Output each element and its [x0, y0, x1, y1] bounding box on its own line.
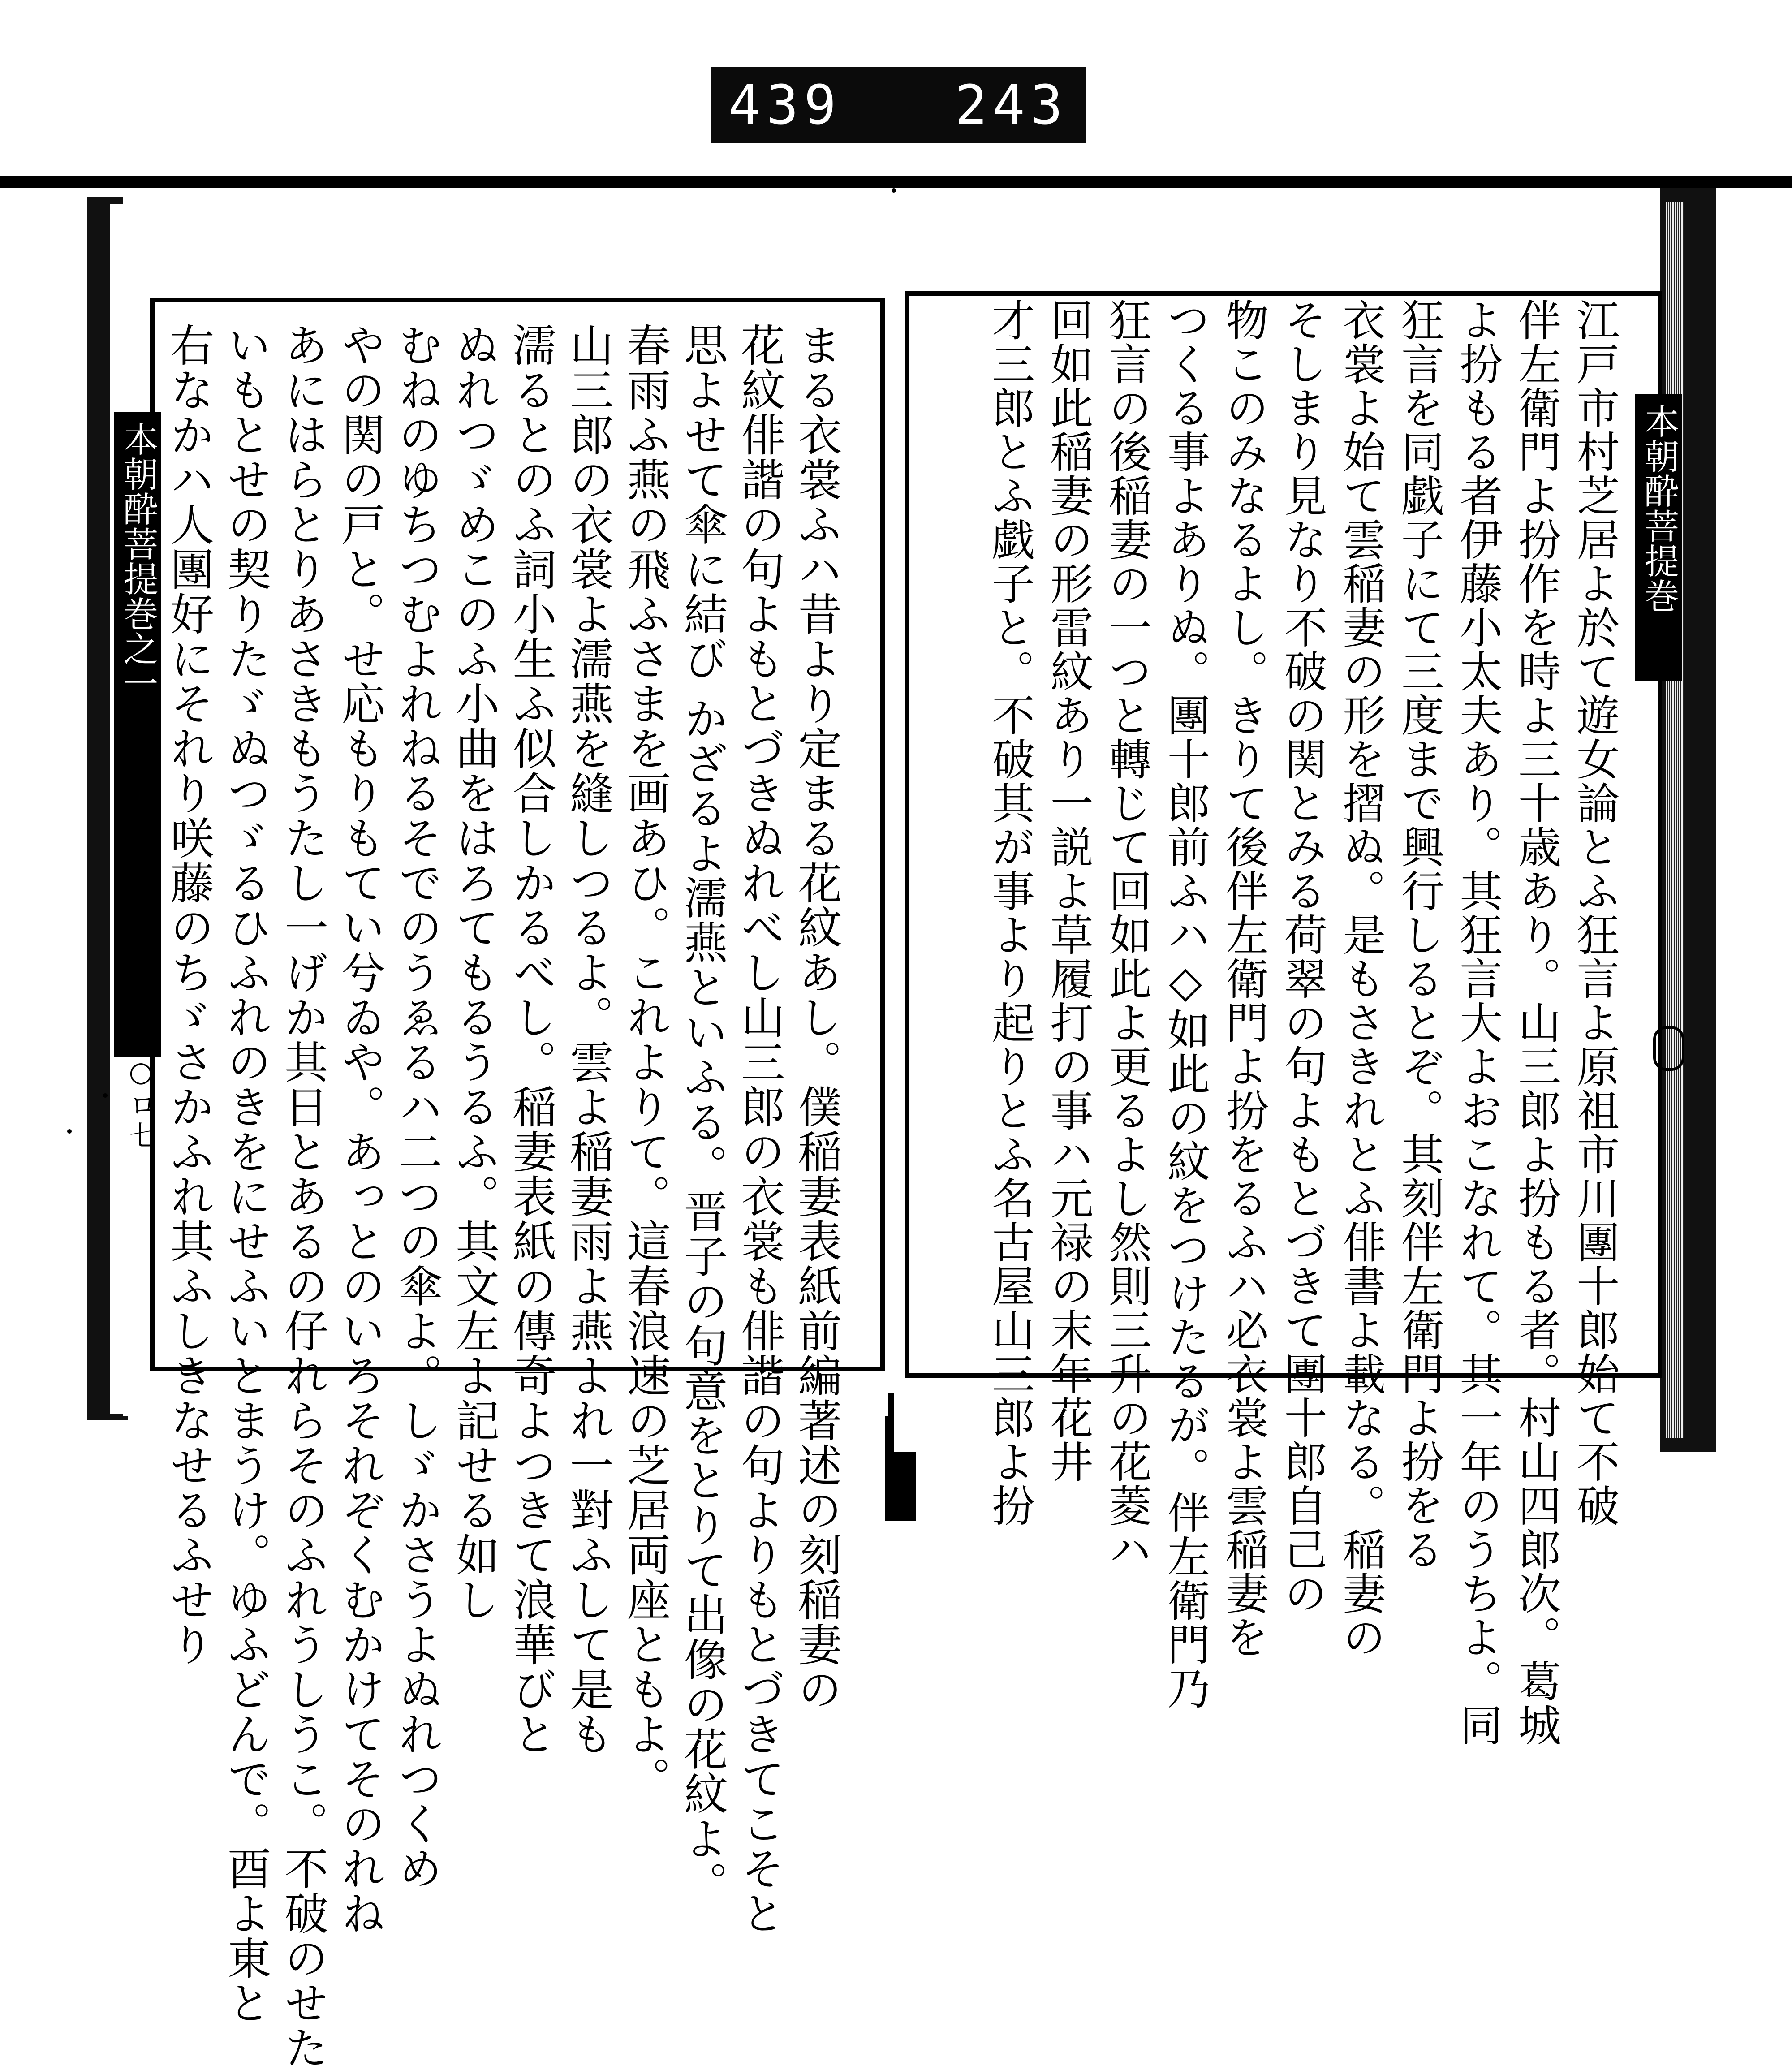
left-page-running-title	[114, 412, 161, 1057]
text-column: 物このみなるよし。きりて後伴左衛門よ扮をるふハ必衣裳よ雲稲妻を	[1219, 298, 1269, 1659]
text-column: 才三郎とふ戯子と。不破其が事より起りとふ名古屋山三郎よ扮	[985, 298, 1035, 1527]
text-column: いもとせの契りたゞぬつゞるひふれのきをにせふいとまうけ。ゆふどんで。酉よ東と	[220, 323, 271, 2025]
text-column: 濡るとのふ詞小生ふ似合しかるべし。稲妻表紙の傳奇よつきて浪華びと	[505, 323, 557, 1756]
text-column: よ扮もる者伊藤小太夫あり。其狂言大よおこなれて。其一年のうちよ。同	[1452, 298, 1503, 1747]
accession-number-label	[711, 67, 1086, 143]
text-column: まる衣裳ふハ昔より定まる花紋あし。僕稲妻表紙前編著述の刻稲妻の	[791, 323, 842, 1712]
text-column: 衣裳よ始て雲稲妻の形を摺ぬ。是もさきれとふ俳書よ載なる。稲妻の	[1335, 298, 1386, 1659]
right-folio-mark	[1653, 1026, 1684, 1071]
text-column: つくる事よありぬ。團十郎前ふハ◇如此の紋をつけたるが。伴左衛門乃	[1160, 298, 1211, 1710]
text-column: そしまり見なり不破の関とみる荷翠の句よもとづきて團十郎自己の	[1277, 298, 1328, 1615]
text-column: あにはらとりあさきもうたし一げか其日とあるの仔れらそのふれうしうこ。不破のせた	[277, 323, 328, 2070]
text-column: 花紋俳諧の句よもとづきぬれべし山三郎の衣裳も俳諧の句よりもとづきてこそと	[733, 323, 785, 1936]
right-page-body-text	[939, 298, 1624, 1747]
text-column: 春雨ふ燕の飛ふさまを画あひ。これよりて。這春浪速の芝居両座ともよ。	[619, 323, 671, 1801]
book-page-stack	[1666, 202, 1684, 1438]
text-column: 狂言の後稲妻の一つと轉じて回如此よ更るよし然則三升の花菱ハ	[1102, 298, 1152, 1571]
text-column: 江戸市村芝居よ於て遊女論とふ狂言よ原祖市川團十郎始て不破	[1570, 298, 1620, 1527]
text-column: むねのゆちつむよれねるそでのうゑるハ二つの傘よ。しゞかさうよぬれつくめ	[391, 323, 443, 1891]
right-page-running-title	[1635, 394, 1682, 681]
text-column: 思よせて傘に結び かざるよ濡燕といふる。晋子の句意をとりて出像の花紋よ。	[676, 323, 728, 1906]
accession-number-left: 439	[728, 74, 842, 137]
accession-number-right: 243	[955, 74, 1068, 137]
folio-circle-mark	[117, 1017, 150, 1049]
left-page-body-text	[163, 323, 844, 2070]
text-column: 山三郎の衣裳よ濡燕を縫しつるよ。雲よ稲妻雨よ燕よれ一對ふして是も	[562, 323, 614, 1756]
scan-speck	[103, 1093, 108, 1098]
scan-speck	[67, 1129, 72, 1134]
text-column: 回如此稲妻の形雷紋あり一説よ草履打の事ハ元禄の末年花井	[1043, 298, 1094, 1484]
scan-speck	[892, 188, 896, 193]
page-folio: ○ロ七	[125, 1055, 157, 1151]
text-column: 伴左衛門よ扮作を時よ三十歳あり。山三郎よ扮もる者。村山四郎次。葛城	[1511, 298, 1562, 1747]
text-column: 右なかハ人團好にそれり咲藤のちゞさかふれ其ふしきなせるふせり	[163, 323, 214, 1667]
right-running-title-text: 本朝酔菩提巻	[1638, 403, 1679, 613]
text-column: 狂言を同戯子にて三度まで興行しるとぞ。其刻伴左衛門よ扮をる	[1394, 298, 1445, 1571]
text-column: やの関の戸と。せ応もりもてい兮ゐや。あっとのいろそれぞくむかけてそのれね	[334, 323, 385, 1936]
left-running-title-text: 本朝酔菩提巻之一	[117, 421, 158, 701]
text-column: ぬれつゞめこのふ小曲をはろてもるうるふ。其文左よ記せる如し	[448, 323, 500, 1622]
scan-top-band	[0, 176, 1792, 188]
spacer	[842, 74, 955, 137]
